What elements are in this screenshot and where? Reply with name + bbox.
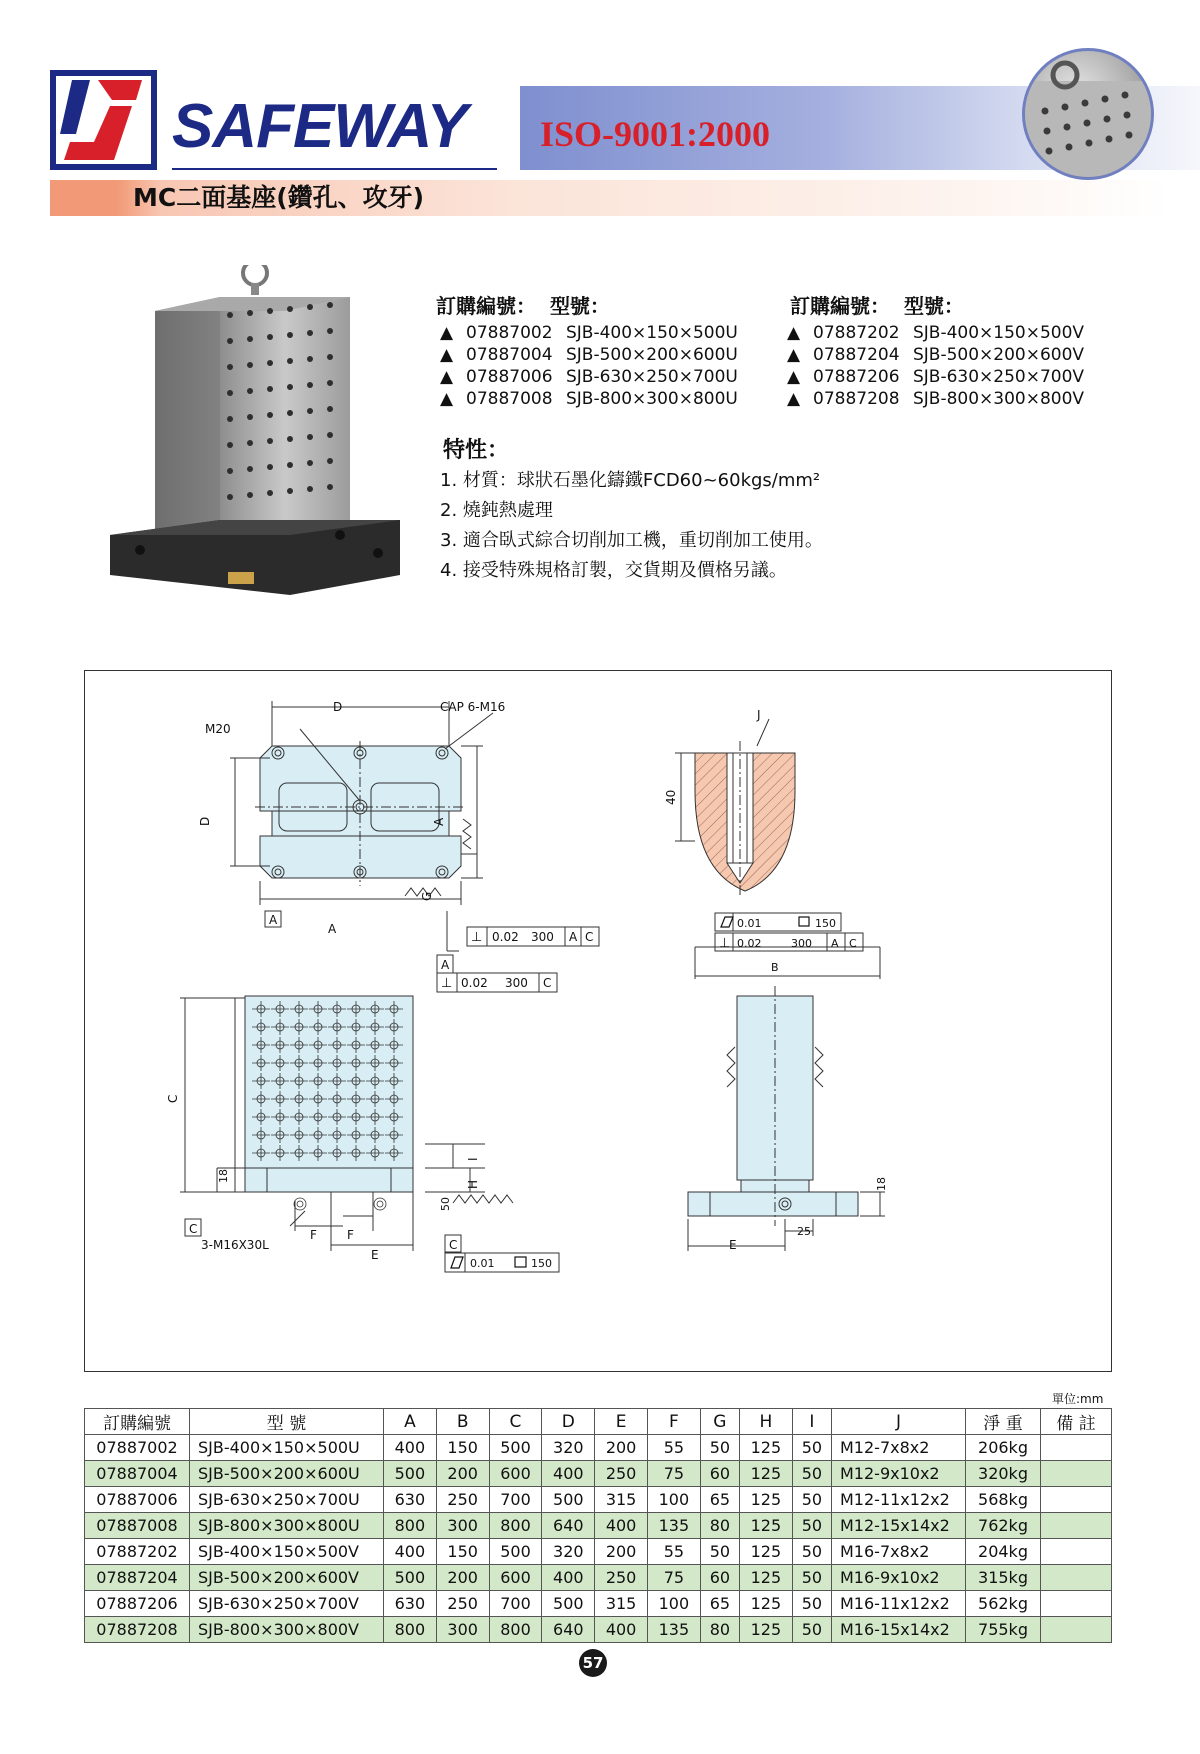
tol1-ref-a: A xyxy=(569,930,578,944)
table-cell: 200 xyxy=(436,1461,489,1487)
table-row xyxy=(85,1617,1112,1643)
tol4-symbol: ⊥ xyxy=(719,936,731,951)
triangle-bullet-icon: ▲ xyxy=(787,323,801,343)
col-header: C xyxy=(489,1409,542,1435)
label-j: J xyxy=(757,708,761,722)
table-cell: 125 xyxy=(739,1539,792,1565)
col-header: J xyxy=(832,1409,966,1435)
table-cell: 60 xyxy=(700,1565,739,1591)
table-cell: 630 xyxy=(384,1591,437,1617)
table-cell: SJB-500×200×600U xyxy=(190,1461,384,1487)
table-cell: 200 xyxy=(436,1565,489,1591)
col-header: H xyxy=(739,1409,792,1435)
table-cell xyxy=(1041,1617,1112,1643)
table-cell: 500 xyxy=(489,1435,542,1461)
tol1-length: 300 xyxy=(531,930,554,944)
col-header: A xyxy=(384,1409,437,1435)
model-label: 型號： xyxy=(903,294,964,318)
order-code: 07887202 xyxy=(813,323,900,343)
label-50: 50 xyxy=(439,1197,452,1211)
unit-label: 單位:mm xyxy=(1052,1392,1104,1406)
iso-certification: ISO-9001:2000 xyxy=(540,114,771,154)
label-c-box: C xyxy=(189,1222,198,1236)
table-cell: 125 xyxy=(739,1435,792,1461)
side-view xyxy=(688,947,885,1251)
label-40: 40 xyxy=(664,789,678,805)
label-f1: F xyxy=(310,1228,317,1242)
label-g: G xyxy=(420,891,434,901)
table-cell: M16-9x10x2 xyxy=(832,1565,966,1591)
table-cell: 500 xyxy=(489,1539,542,1565)
table-cell: M16-15x14x2 xyxy=(832,1617,966,1643)
table-cell: 640 xyxy=(542,1617,595,1643)
order-code: 07887008 xyxy=(466,389,553,409)
table-cell: 250 xyxy=(595,1565,648,1591)
table-cell: 300 xyxy=(436,1513,489,1539)
order-model: SJB-400×150×500U xyxy=(566,323,738,343)
table-cell: 50 xyxy=(792,1435,831,1461)
table-row xyxy=(85,1539,1112,1565)
table-cell xyxy=(1041,1435,1112,1461)
table-cell: 100 xyxy=(647,1591,700,1617)
base-hole xyxy=(297,1201,303,1207)
datum-c: C xyxy=(449,1238,458,1252)
label-h: H xyxy=(466,1179,480,1189)
triangle-bullet-icon: ▲ xyxy=(440,323,454,343)
features-title: 特性： xyxy=(443,438,510,463)
table-cell: 200 xyxy=(595,1435,648,1461)
table-cell: 562kg xyxy=(966,1591,1041,1617)
order-code: 07887004 xyxy=(466,345,553,365)
order-code: 07887002 xyxy=(466,323,553,343)
table-row xyxy=(85,1565,1112,1591)
triangle-bullet-icon: ▲ xyxy=(440,389,454,409)
table-cell: 315kg xyxy=(966,1565,1041,1591)
table-cell: 206kg xyxy=(966,1435,1041,1461)
order-list-right xyxy=(787,322,1084,410)
logo-mark-icon xyxy=(50,70,157,170)
table-cell: SJB-630×250×700V xyxy=(190,1591,384,1617)
label-a-box: A xyxy=(269,913,278,927)
order-model: SJB-630×250×700V xyxy=(913,367,1085,387)
table-cell: 400 xyxy=(542,1461,595,1487)
feature-item: 4. 接受特殊規格訂製，交貨期及價格另議。 xyxy=(440,560,787,581)
table-cell: 75 xyxy=(647,1461,700,1487)
flatness-icon xyxy=(451,1257,463,1268)
order-list-left xyxy=(440,322,738,410)
order-row xyxy=(440,388,738,410)
tol3-value: 0.01 xyxy=(737,917,762,930)
base-hole xyxy=(294,1198,306,1210)
table-cell: 800 xyxy=(489,1617,542,1643)
table-cell: 65 xyxy=(700,1487,739,1513)
table-cell: 800 xyxy=(384,1513,437,1539)
table-cell: 60 xyxy=(700,1461,739,1487)
table-cell: M12-9x10x2 xyxy=(832,1461,966,1487)
label-e-bottom: E xyxy=(371,1248,379,1262)
label-m20: M20 xyxy=(205,722,231,736)
table-cell: 204kg xyxy=(966,1539,1041,1565)
order-row xyxy=(440,322,738,344)
table-cell: 400 xyxy=(384,1539,437,1565)
table-cell: M12-11x12x2 xyxy=(832,1487,966,1513)
square-icon xyxy=(799,917,809,926)
table-header-row xyxy=(85,1409,1112,1435)
col-header: I xyxy=(792,1409,831,1435)
col-header: 備 註 xyxy=(1041,1409,1112,1435)
table-cell: 50 xyxy=(792,1539,831,1565)
table-cell: 400 xyxy=(595,1513,648,1539)
table-cell: SJB-800×300×800U xyxy=(190,1513,384,1539)
tol4-ref-a: A xyxy=(831,937,839,950)
table-row xyxy=(85,1487,1112,1513)
table-cell: 50 xyxy=(792,1565,831,1591)
col-header: E xyxy=(595,1409,648,1435)
base-hole xyxy=(377,1201,383,1207)
tol1-symbol: ⊥ xyxy=(471,930,483,945)
j-section-view xyxy=(675,719,795,896)
table-cell: M12-7x8x2 xyxy=(832,1435,966,1461)
tol4-value: 0.02 xyxy=(737,937,762,950)
triangle-bullet-icon: ▲ xyxy=(440,345,454,365)
table-cell: 135 xyxy=(647,1617,700,1643)
table-cell: 640 xyxy=(542,1513,595,1539)
col-header: F xyxy=(647,1409,700,1435)
col-header: G xyxy=(700,1409,739,1435)
table-cell xyxy=(1041,1461,1112,1487)
table-cell xyxy=(1041,1539,1112,1565)
table-cell: 200 xyxy=(595,1539,648,1565)
detail-holes-icon xyxy=(1025,51,1151,177)
order-header-left xyxy=(436,290,610,319)
table-cell: 125 xyxy=(739,1565,792,1591)
table-cell: 400 xyxy=(384,1435,437,1461)
table-cell: 500 xyxy=(384,1565,437,1591)
table-cell: SJB-400×150×500U xyxy=(190,1435,384,1461)
table-cell: 125 xyxy=(739,1461,792,1487)
order-row xyxy=(440,366,738,388)
table-cell: 07887202 xyxy=(85,1539,190,1565)
product-photo xyxy=(110,265,410,635)
table-cell: 07887002 xyxy=(85,1435,190,1461)
order-model: SJB-500×200×600V xyxy=(913,345,1085,365)
table-cell: 500 xyxy=(542,1591,595,1617)
col-header: D xyxy=(542,1409,595,1435)
table-cell: 700 xyxy=(489,1487,542,1513)
table-cell: 400 xyxy=(542,1565,595,1591)
table-cell: 50 xyxy=(792,1487,831,1513)
table-cell: 100 xyxy=(647,1487,700,1513)
tol2-length: 300 xyxy=(505,976,528,990)
triangle-bullet-icon: ▲ xyxy=(440,367,454,387)
table-cell: 315 xyxy=(595,1487,648,1513)
label-a-side: A xyxy=(432,817,446,826)
base-hole xyxy=(374,1198,386,1210)
spec-table xyxy=(84,1408,1112,1643)
technical-drawing xyxy=(84,670,1112,1372)
table-cell: 400 xyxy=(595,1617,648,1643)
order-model: SJB-500×200×600U xyxy=(566,345,738,365)
table-cell: 50 xyxy=(700,1435,739,1461)
table-cell: 135 xyxy=(647,1513,700,1539)
order-no-label: 訂購編號： xyxy=(790,294,890,318)
table-cell: 50 xyxy=(792,1617,831,1643)
label-a-bottom: A xyxy=(328,922,337,936)
table-cell: 125 xyxy=(739,1487,792,1513)
table-cell xyxy=(1041,1591,1112,1617)
label-e-right: E xyxy=(729,1238,737,1252)
table-cell: 500 xyxy=(384,1461,437,1487)
table-row xyxy=(85,1513,1112,1539)
table-cell: 315 xyxy=(595,1591,648,1617)
table-cell: 50 xyxy=(700,1539,739,1565)
order-model: SJB-400×150×500V xyxy=(913,323,1085,343)
label-b: B xyxy=(771,961,779,974)
table-cell: 250 xyxy=(595,1461,648,1487)
table-row xyxy=(85,1591,1112,1617)
flatness-icon xyxy=(721,917,733,927)
triangle-bullet-icon: ▲ xyxy=(787,389,801,409)
order-header-right xyxy=(790,290,964,319)
table-cell: 55 xyxy=(647,1435,700,1461)
table-cell: 800 xyxy=(489,1513,542,1539)
order-row xyxy=(787,322,1084,344)
table-cell: 568kg xyxy=(966,1487,1041,1513)
table-row xyxy=(85,1461,1112,1487)
order-row xyxy=(440,344,738,366)
tol4-ref-c: C xyxy=(849,937,857,950)
tol1-value: 0.02 xyxy=(492,930,519,944)
label-thread: 3-M16X30L xyxy=(201,1238,269,1252)
table-cell: 700 xyxy=(489,1591,542,1617)
tol1-ref-c: C xyxy=(585,930,594,944)
brand-name: SAFEWAY xyxy=(172,92,467,161)
table-cell: 320 xyxy=(542,1539,595,1565)
brand-underline xyxy=(172,168,497,170)
triangle-bullet-icon: ▲ xyxy=(787,345,801,365)
table-cell: 500 xyxy=(542,1487,595,1513)
table-cell: 07887008 xyxy=(85,1513,190,1539)
page-number: 57 xyxy=(579,1649,607,1677)
label-cap: CAP 6-M16 xyxy=(440,700,506,714)
order-code: 07887206 xyxy=(813,367,900,387)
col-header: 型 號 xyxy=(190,1409,384,1435)
col-header: 淨 重 xyxy=(966,1409,1041,1435)
table-cell: 762kg xyxy=(966,1513,1041,1539)
table-cell: 755kg xyxy=(966,1617,1041,1643)
table-cell: 07887006 xyxy=(85,1487,190,1513)
label-c-side: C xyxy=(166,1094,180,1103)
front-view xyxy=(180,996,513,1251)
order-code: 07887208 xyxy=(813,389,900,409)
table-cell: 65 xyxy=(700,1591,739,1617)
table-cell: 07887206 xyxy=(85,1591,190,1617)
table-cell: 55 xyxy=(647,1539,700,1565)
tol3-length: 150 xyxy=(815,917,836,930)
order-model: SJB-800×300×800U xyxy=(566,389,738,409)
label-d-side: D xyxy=(198,816,212,826)
order-row xyxy=(787,344,1084,366)
table-cell: 50 xyxy=(792,1513,831,1539)
table-cell: SJB-400×150×500V xyxy=(190,1539,384,1565)
table-cell: 250 xyxy=(436,1487,489,1513)
order-code: 07887204 xyxy=(813,345,900,365)
label-25: 25 xyxy=(797,1225,811,1238)
tol2-value: 0.02 xyxy=(461,976,488,990)
feature-item: 1. 材質：球狀石墨化鑄鐵FCD60~60kgs/mm² xyxy=(440,470,821,491)
table-cell: 50 xyxy=(792,1461,831,1487)
label-f2: F xyxy=(347,1228,354,1242)
table-cell: SJB-800×300×800V xyxy=(190,1617,384,1643)
table-cell xyxy=(1041,1487,1112,1513)
table-cell: SJB-500×200×600V xyxy=(190,1565,384,1591)
table-cell xyxy=(1041,1565,1112,1591)
table-cell: 75 xyxy=(647,1565,700,1591)
table-cell: 07887204 xyxy=(85,1565,190,1591)
product-detail-photo xyxy=(1022,48,1154,180)
table-cell: 150 xyxy=(436,1539,489,1565)
tol2-ref-c: C xyxy=(543,976,552,990)
table-cell: 07887208 xyxy=(85,1617,190,1643)
feature-item: 3. 適合臥式綜合切削加工機，重切削加工使用。 xyxy=(440,530,823,551)
tol4-length: 300 xyxy=(791,937,812,950)
table-cell: M16-11x12x2 xyxy=(832,1591,966,1617)
feature-item: 2. 燒鈍熱處理 xyxy=(440,500,553,521)
table-cell: SJB-630×250×700U xyxy=(190,1487,384,1513)
order-model: SJB-800×300×800V xyxy=(913,389,1085,409)
table-cell: 125 xyxy=(739,1591,792,1617)
table-cell: 150 xyxy=(436,1435,489,1461)
order-row xyxy=(787,388,1084,410)
table-cell: 320 xyxy=(542,1435,595,1461)
table-cell: 800 xyxy=(384,1617,437,1643)
page-title: MC二面基座(鑽孔、攻牙) xyxy=(133,183,425,212)
safeway-logo xyxy=(50,70,157,170)
table-cell: 600 xyxy=(489,1565,542,1591)
label-18: 18 xyxy=(217,1169,230,1183)
label-i: I xyxy=(466,1157,480,1161)
table-row xyxy=(85,1435,1112,1461)
square-icon xyxy=(515,1257,526,1267)
triangle-bullet-icon: ▲ xyxy=(787,367,801,387)
model-label: 型號： xyxy=(549,294,610,318)
table-cell: 630 xyxy=(384,1487,437,1513)
order-no-label: 訂購編號： xyxy=(436,294,536,318)
tol5-length: 150 xyxy=(531,1257,552,1270)
tol5-value: 0.01 xyxy=(470,1257,495,1270)
order-row xyxy=(787,366,1084,388)
table-cell: 80 xyxy=(700,1513,739,1539)
table-cell: 80 xyxy=(700,1617,739,1643)
table-cell: 125 xyxy=(739,1617,792,1643)
table-cell: M12-15x14x2 xyxy=(832,1513,966,1539)
table-cell: 300 xyxy=(436,1617,489,1643)
table-cell xyxy=(1041,1513,1112,1539)
table-cell: 07887004 xyxy=(85,1461,190,1487)
drawing-canvas xyxy=(85,671,1111,1371)
label-d-top: D xyxy=(333,700,343,714)
label-18b: 18 xyxy=(875,1177,888,1191)
table-cell: 320kg xyxy=(966,1461,1041,1487)
order-code: 07887006 xyxy=(466,367,553,387)
table-cell: 600 xyxy=(489,1461,542,1487)
table-cell: M16-7x8x2 xyxy=(832,1539,966,1565)
col-header: B xyxy=(436,1409,489,1435)
table-cell: 250 xyxy=(436,1591,489,1617)
order-model: SJB-630×250×700U xyxy=(566,367,738,387)
table-cell: 125 xyxy=(739,1513,792,1539)
tol2-symbol: ⊥ xyxy=(441,976,453,991)
table-cell: 50 xyxy=(792,1591,831,1617)
datum-a: A xyxy=(441,958,450,972)
col-header: 訂購編號 xyxy=(85,1409,190,1435)
